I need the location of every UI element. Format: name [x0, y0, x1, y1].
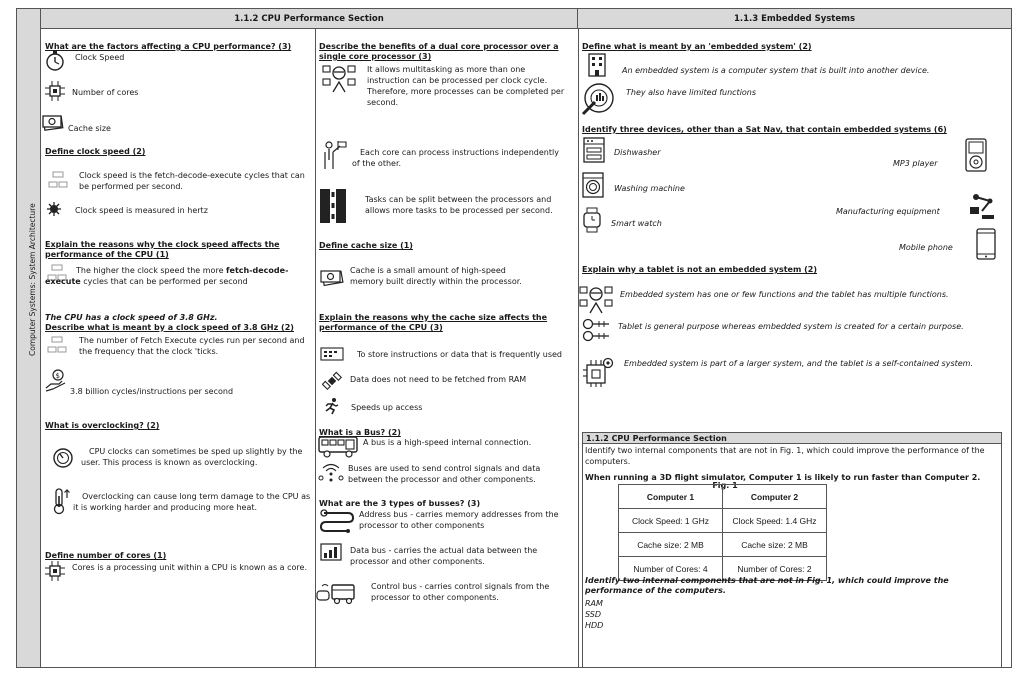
overclocking-answer-a: CPU clocks can sometimes be sped up slightly by the user. This process is known as overclocking. — [81, 447, 303, 467]
thermometer-icon — [52, 487, 74, 515]
sidebar-label: Computer Systems: System Architecture — [28, 203, 37, 356]
tablet-answer-c: Embedded system is part of a larger system, and the tablet is a self-contained system. — [624, 359, 974, 368]
bus-icon — [318, 436, 358, 458]
dollar-hand-icon — [45, 368, 69, 392]
cache-reason-b: Data does not need to be fetched from RAM — [350, 375, 527, 384]
embedded-definition-b: They also have limited functions — [626, 88, 757, 97]
device-item: Mobile phone — [899, 243, 953, 252]
device-item: Washing machine — [614, 184, 685, 193]
split-icon — [319, 188, 347, 224]
figure-label: Fig. 1 — [712, 481, 738, 490]
meant-answer-b: 3.8 billion cycles/instructions per second — [70, 387, 234, 396]
clock-reasons-answer: The higher the clock speed the more fetch-decode-execute cycles that can be performed per second — [45, 266, 289, 286]
question-cache-size: Define cache size (1) — [319, 241, 413, 250]
tablet-answer-a: Embedded system has one or few functions and the tablet has multiple functions. — [620, 290, 949, 299]
column-divider — [315, 29, 316, 667]
question-cache-reasons: Explain the reasons why the cache size affects the performance of the CPU (3) — [319, 313, 548, 332]
question-clock-speed: Define clock speed (2) — [45, 147, 146, 156]
sidebar — [17, 9, 41, 667]
gear-icon — [582, 356, 614, 388]
comparison-table — [618, 484, 827, 581]
dual-core-answer-c: Tasks can be split between the processors and allows more tasks to be processed per second. — [365, 195, 553, 215]
question-dual-core: Describe the benefits of a dual core processor over a single core processor (3) — [319, 42, 559, 61]
table-cell: Number of Cores: 2 — [723, 557, 827, 581]
answer-item: SSD — [585, 610, 602, 619]
table-cell: Computer 2 — [723, 485, 827, 509]
embedded-definition-a: An embedded system is a computer system that is built into another device. — [622, 66, 930, 75]
clock-unit: Clock speed is measured in hertz — [75, 206, 208, 215]
table-cell: Clock Speed: 1 GHz — [619, 509, 723, 533]
speedometer-icon — [52, 447, 74, 469]
device-item: Dishwasher — [614, 148, 661, 157]
table-cell: Clock Speed: 1.4 GHz — [723, 509, 827, 533]
device-item: Manufacturing equipment — [836, 207, 940, 216]
table-cell: Number of Cores: 4 — [619, 557, 723, 581]
table-row — [619, 509, 827, 533]
bus-answer-b: Buses are used to send control signals and data between the processor and other components. — [348, 464, 541, 484]
stopwatch-icon — [44, 50, 66, 72]
presenter-icon — [322, 140, 348, 170]
memory-icon — [47, 335, 67, 355]
cores-answer: Cores is a processing unit within a CPU is known as a core. — [72, 563, 307, 572]
cpu-section-header: 1.1.2 CPU Performance Section — [41, 9, 578, 29]
question-devices: Identify three devices, other than a Sat Nav, that contain embedded systems (6) — [582, 125, 947, 134]
answer-item: RAM — [585, 599, 603, 608]
cpu-icon — [44, 560, 66, 582]
factor-item: Number of cores — [72, 88, 139, 97]
table-cell: Cache size: 2 MB — [723, 533, 827, 557]
bus-type-address: Address bus - carries memory addresses from the processor to other components — [359, 510, 559, 530]
question-tablet: Explain why a tablet is not an embedded system (2) — [582, 265, 817, 274]
virus-icon — [47, 202, 61, 216]
cpu-icon — [44, 80, 66, 102]
answer-item: HDD — [585, 621, 604, 630]
table-row — [619, 533, 827, 557]
mp3-icon — [965, 138, 987, 172]
cache-icon — [320, 267, 344, 287]
multitask-icon — [322, 64, 356, 94]
tools-icon — [579, 80, 617, 116]
bus-type-control: Control bus - carries control signals from the processor to other components. — [371, 582, 550, 602]
robot-arm-icon — [582, 318, 610, 342]
clock-definition: Clock speed is the fetch-decode-execute cycles that can be performed per second. — [79, 171, 305, 191]
overclocking-answer-b: Overclocking can cause long term damage to the CPU as it is working harder and producing more heat. — [73, 492, 311, 512]
memory-icon — [48, 170, 68, 190]
embedded-section-header: 1.1.3 Embedded Systems — [578, 9, 1011, 29]
phone-icon — [976, 228, 996, 260]
meant-answer-a: The number of Fetch Execute cycles run per second and the frequency that the clock 'ticks. — [79, 336, 305, 356]
runner-icon — [322, 397, 340, 415]
question-clock-reasons: Explain the reasons why the clock speed affects the performance of the CPU (1) — [45, 240, 280, 259]
watch-icon — [583, 207, 601, 233]
wifi-icon — [317, 462, 345, 482]
multitask-icon — [579, 285, 613, 315]
money-icon — [42, 113, 64, 131]
chart-icon — [320, 543, 342, 561]
question-overclocking: What is overclocking? (2) — [45, 421, 160, 430]
screen-icon — [320, 347, 344, 363]
robot-arm-icon — [968, 193, 996, 221]
bus-type-data: Data bus - carries the actual data between the processor and other components. — [350, 546, 538, 566]
device-item: Smart watch — [611, 219, 662, 228]
satellite-icon — [322, 371, 342, 391]
tablet-answer-b: Tablet is general purpose whereas embedded system is created for a certain purpose. — [618, 322, 964, 331]
cache-reason-c: Speeds up access — [351, 403, 423, 412]
building-icon — [587, 53, 607, 77]
box-question: Identify two internal components that are not in Fig. 1, which could improve the performance of the computers. — [585, 576, 949, 595]
washer-icon — [582, 172, 604, 198]
question-bus-types: What are the 3 types of busses? (3) — [319, 499, 481, 508]
table-cell: Cache size: 2 MB — [619, 533, 723, 557]
dual-core-answer-a: It allows multitasking as more than one instruction can be processed per clock cycle. Therefore, more processes can be completed per second. — [367, 65, 565, 107]
factor-item: Cache size — [68, 124, 111, 133]
device-item: MP3 player — [893, 159, 938, 168]
column-divider — [578, 29, 579, 667]
cache-reason-a: To store instructions or data that is frequently used — [357, 350, 563, 359]
table-row — [619, 485, 827, 509]
question-cores: Define number of cores (1) — [45, 551, 167, 560]
dishwasher-icon — [583, 137, 605, 163]
cache-answer: Cache is a small amount of high-speed memory built directly within the processor. — [350, 266, 522, 286]
box-title: 1.1.2 CPU Performance Section — [583, 433, 1001, 444]
question-factors: What are the factors affecting a CPU performance? (3) — [45, 42, 292, 51]
dual-core-answer-b: Each core can process instructions independently of the other. — [352, 148, 559, 168]
box-scenario: When running a 3D flight simulator, Computer 1 is likely to run faster than Computer 2. — [585, 473, 981, 482]
table-cell: Computer 1 — [619, 485, 723, 509]
control-bus-icon — [316, 580, 356, 606]
bus-answer-a: A bus is a high-speed internal connection. — [363, 438, 532, 447]
question-define-embedded: Define what is meant by an 'embedded system' (2) — [582, 42, 812, 51]
given-statement: The CPU has a clock speed of 3.8 GHz. — [45, 313, 218, 322]
question-bus: What is a Bus? (2) — [319, 428, 401, 437]
route-icon — [318, 509, 354, 533]
question-meant: Describe what is meant by a clock speed of 3.8 GHz (2) — [45, 323, 294, 332]
box-intro: Identify two internal components that are not in Fig. 1, which could improve the performance of the computers. — [585, 446, 985, 466]
factor-item: Clock Speed — [75, 53, 125, 62]
svg-text:$: $ — [55, 372, 60, 380]
